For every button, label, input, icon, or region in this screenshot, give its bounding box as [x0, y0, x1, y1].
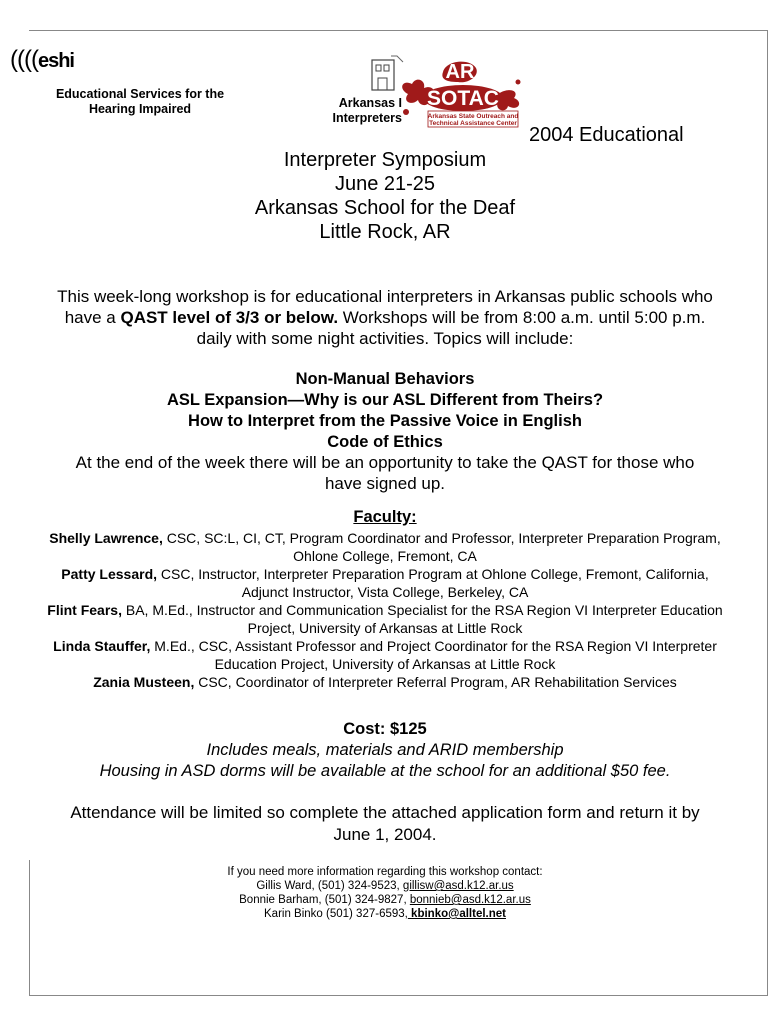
email-link[interactable]: kbinko@alltel.net [407, 908, 506, 920]
contact-person [40, 879, 730, 893]
faculty-list [40, 529, 730, 691]
contact-person-text: Bonnie Barham, (501) 324-9827, [239, 894, 410, 906]
headline-line2: Interpreter Symposium [283, 149, 487, 171]
intro-qast-level: QAST level of 3/3 or below. [120, 308, 339, 327]
faculty-member [40, 601, 730, 637]
attendance-note: Attendance will be limited so complete the attached application form and return it by June 1, 2004. [70, 803, 700, 844]
eshi-logo-waves: (((( [10, 46, 38, 73]
faculty-name: Shelly Lawrence, [49, 530, 163, 546]
headline-line1: 2004 Educational [529, 124, 684, 146]
arsotac-sub-line1: Arkansas State Outreach and [427, 113, 519, 120]
cost-housing: Housing in ASD dorms will be available at the school for an additional $50 fee. [99, 762, 671, 780]
eshi-logo-text: eshi [37, 50, 74, 72]
contact-person [40, 893, 730, 907]
arsotac-logo [398, 54, 528, 136]
arsotac-main-text: SOTAC [427, 87, 499, 110]
headline-line3: June 21-25 [334, 173, 436, 195]
eshi-tagline: Educational Services for the Hearing Impaired [55, 87, 225, 116]
contact-section [40, 865, 730, 921]
topic-item: How to Interpret from the Passive Voice in English [188, 412, 582, 430]
arsotac-sub-line2: Technical Assistance Center [429, 120, 517, 127]
contact-intro: If you need more information regarding this workshop contact: [227, 866, 543, 878]
contact-person-text: Karin Binko (501) 327-6593, [264, 908, 408, 920]
contact-person-text: Gillis Ward, (501) 324-9523, [256, 880, 403, 892]
topic-item: Non-Manual Behaviors [295, 370, 475, 388]
faculty-details: CSC, Coordinator of Interpreter Referral Program, AR Rehabilitation Services [194, 674, 677, 690]
faculty-heading: Faculty: [353, 508, 417, 526]
faculty-member [40, 529, 730, 565]
faculty-details: M.Ed., CSC, Assistant Professor and Project Coordinator for the RSA Region VI Interpreter Education Project, University of Arkansas at Little Rock [150, 638, 717, 672]
arid-tagline: Arkansas I Interpreters [332, 96, 402, 125]
topic-item: ASL Expansion—Why is our ASL Different from Theirs? [166, 391, 604, 409]
faculty-name: Flint Fears, [47, 602, 122, 618]
faculty-name: Zania Musteen, [93, 674, 195, 690]
page-border-left [29, 860, 30, 996]
faculty-details: CSC, Instructor, Interpreter Preparation Program at Ohlone College, Fremont, California, Adjunct Instructor, Vista College, Berkeley, CA [157, 566, 709, 600]
faculty-member [40, 637, 730, 673]
faculty-details: CSC, SC:L, CI, CT, Program Coordinator and Professor, Interpreter Preparation Program, Ohlone College, Fremont, CA [162, 530, 721, 564]
faculty-details: BA, M.Ed., Instructor and Communication Specialist for the RSA Region VI Interpreter Education Project, University of Arkansas at Little Rock [121, 602, 723, 636]
cost-includes: Includes meals, materials and ARID membership [206, 741, 564, 759]
eshi-logo [10, 46, 74, 74]
cost-section [40, 719, 730, 782]
headline-line5: Little Rock, AR [319, 221, 451, 243]
topics-list [40, 369, 730, 453]
topic-item: Code of Ethics [327, 433, 443, 451]
faculty-member [40, 565, 730, 601]
email-link[interactable]: gillisw@asd.k12.ar.us [402, 880, 514, 892]
headline-line4: Arkansas School for the Deaf [254, 197, 516, 219]
email-link[interactable]: bonnieb@asd.k12.ar.us [409, 894, 531, 906]
intro-part2: Workshops will be from 8:00 a.m. until 5:00 p.m. daily with some night activities. Topics will include: [196, 308, 706, 348]
faculty-member [40, 673, 730, 691]
intro-part1: This week-long workshop is for educational interpreters in Arkansas public schools who have a [57, 287, 713, 327]
contact-person [40, 907, 730, 921]
cost-label: Cost: $125 [343, 720, 427, 738]
faculty-name: Linda Stauffer, [53, 638, 151, 654]
arsotac-ar-text: AR [445, 61, 475, 83]
intro-paragraph [55, 286, 715, 349]
faculty-name: Patty Lessard, [61, 566, 158, 582]
headline [40, 148, 730, 244]
qast-note: At the end of the week there will be an opportunity to take the QAST for those who have signed up. [75, 453, 695, 493]
